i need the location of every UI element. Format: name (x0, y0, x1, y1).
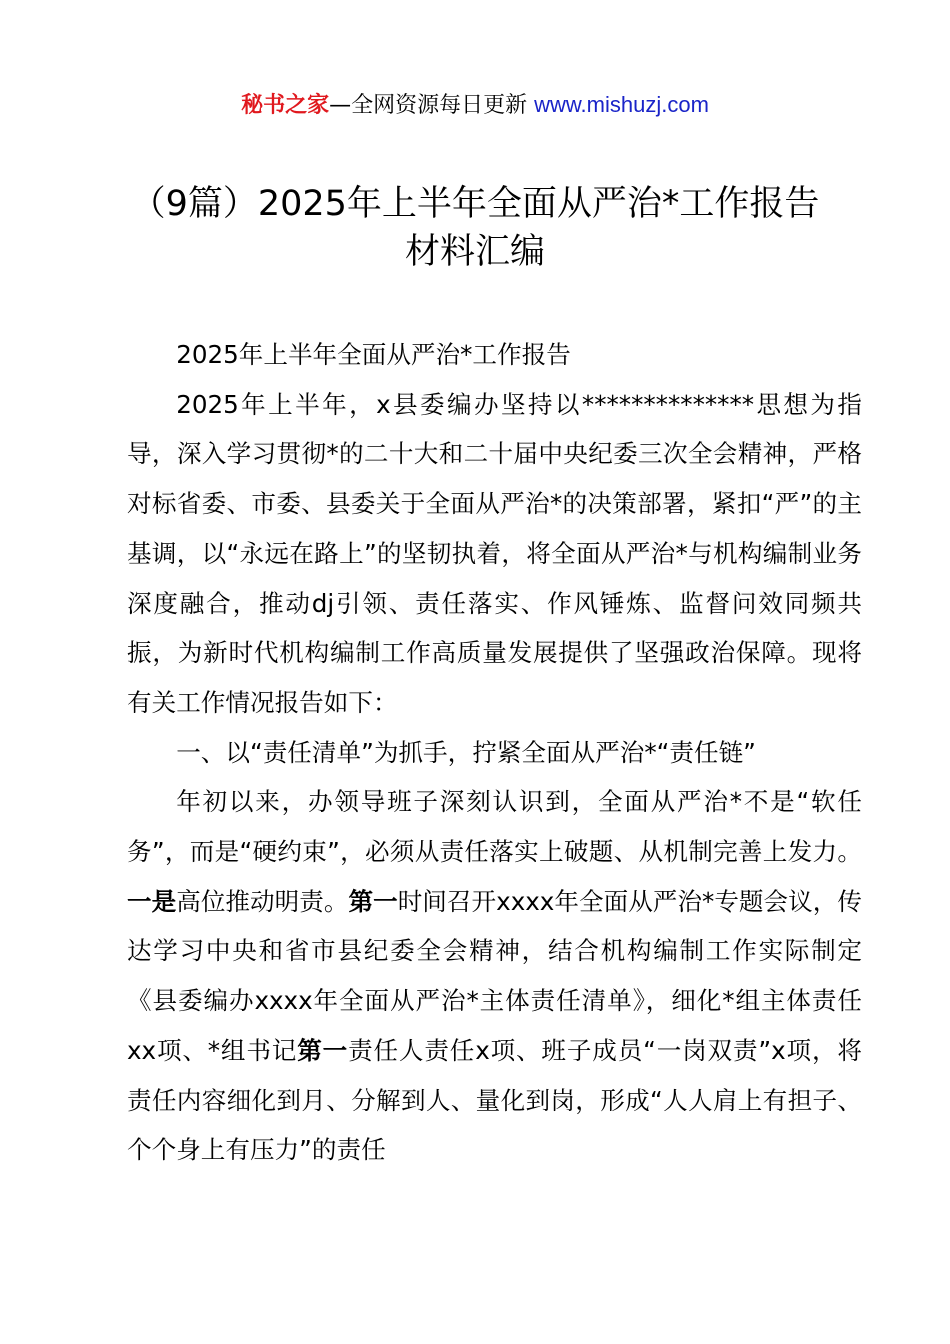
site-tagline: —全网资源每日更新 (329, 93, 535, 118)
para2-text-a: 年初以来，办领导班子深刻认识到，全面从严治*不是“软任务”，而是“硬约束”，必须从责任落实上破题、从机制完善上发力。 (127, 787, 862, 867)
title-line-1: （9篇）2025年上半年全面从严治*工作报告 (130, 184, 820, 224)
document-title (100, 180, 850, 276)
para2-bold-diyi-2: 第一 (297, 1035, 349, 1065)
site-name: 秘书之家 (241, 93, 330, 118)
title-line-2: 材料汇编 (404, 232, 545, 272)
paragraph-intro: 2025年上半年，x县委编办坚持以**************思想为指导，深入学习贯彻*的二十大和二十届中央纪委三次全会精神，严格对标省委、市委、县委关于全面从严治*的决策部署，紧扣“严”的主基调，以“永远在路上”的坚韧执着，将全面从严治*与机构编制业务深度融合，推动dj引领、责任落实、作风锤炼、监督问效同频共振，为新时代机构编制工作高质量发展提供了坚强政治保障。现将有关工作情况报告如下： (127, 389, 862, 717)
site-header (0, 88, 950, 123)
report-subtitle: 2025年上半年全面从严治*工作报告 (176, 340, 571, 369)
paragraph-responsibility (127, 777, 862, 1175)
site-url-link[interactable]: www.mishuzj.com (534, 92, 709, 117)
section-heading-1: 一、以“责任清单”为抓手，拧紧全面从严治*“责任链” (176, 737, 756, 767)
para2-bold-diyi-1: 第一 (348, 886, 398, 916)
para2-text-g: 责任人责任x项、班子成员“一岗双责”x项，将责任内容细化到月、分解到人、量化到岗，形成“人人肩上有担子、个个身上有压力”的责任 (127, 1035, 862, 1165)
para2-text-c: 高位推动明责。 (176, 886, 349, 916)
para2-bold-yishi: 一是 (127, 886, 177, 916)
para2-text-e: 时间召开xxxx年全面从严治*专题会议，传达学习中央和省市县纪委全会精神，结合机构编制工作实际制定《县委编办xxxx年全面从严治*主体责任清单》，细化*组主体责任xx项、*组书记 (127, 886, 862, 1065)
document-body (127, 330, 862, 1175)
